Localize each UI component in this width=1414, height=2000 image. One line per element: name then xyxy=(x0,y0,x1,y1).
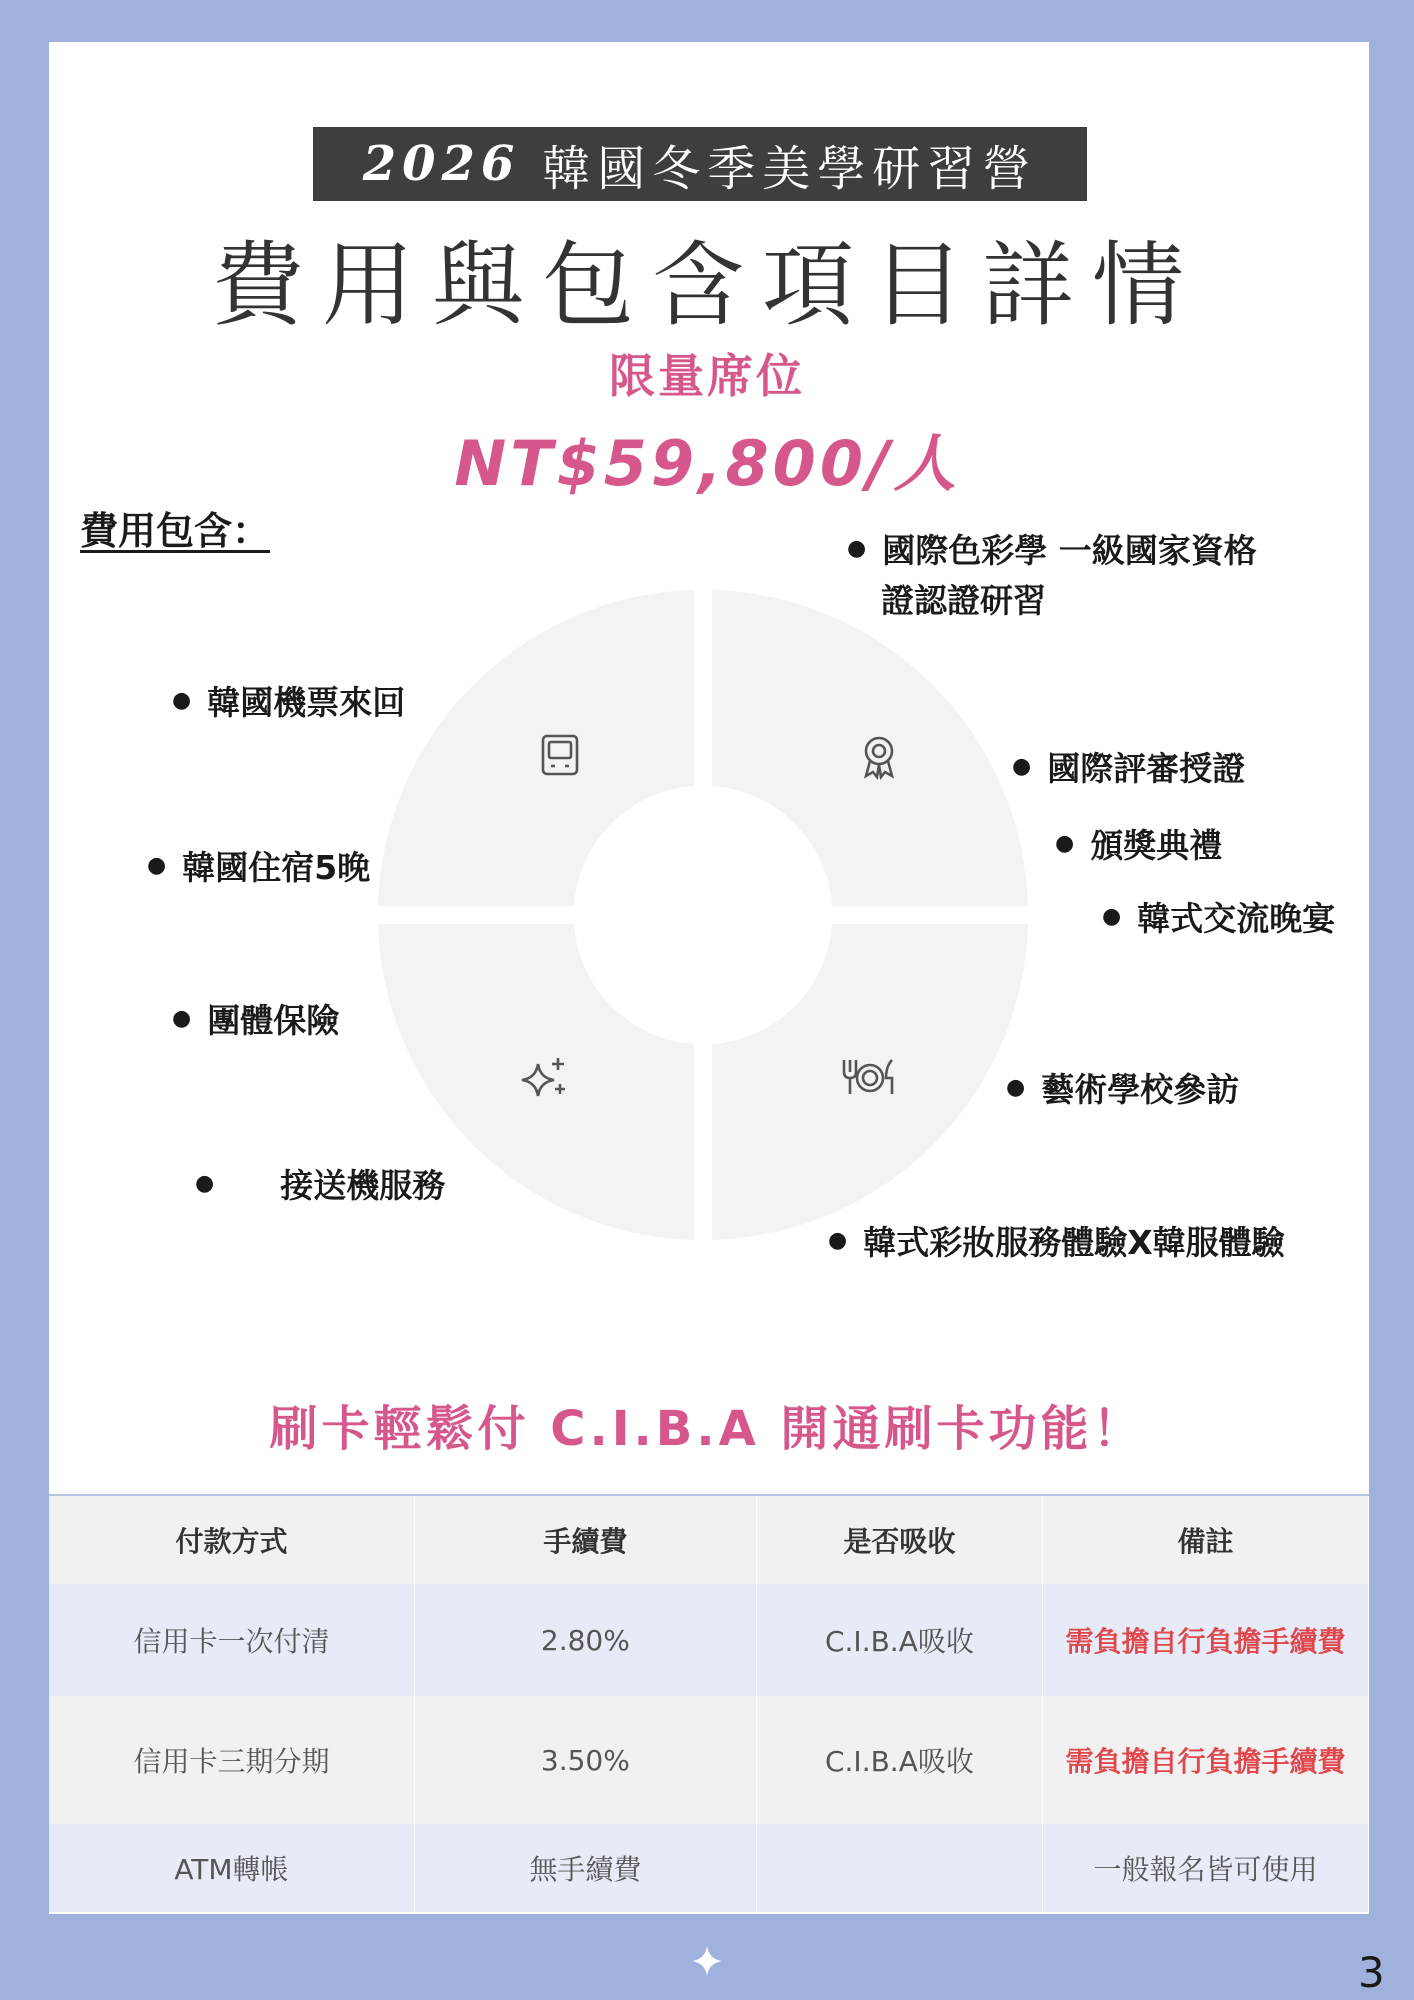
header-method: 付款方式 xyxy=(49,1496,415,1584)
include-item-hotel: ● 韓國住宿5晚 xyxy=(147,848,371,887)
include-item-flight: ● 韓國機票來回 xyxy=(172,683,406,722)
include-item-art-school-visit: ● 藝術學校參訪 xyxy=(1006,1070,1240,1109)
ring-segment-top-right xyxy=(712,590,1028,906)
cell-fee: 2.80% xyxy=(415,1584,757,1696)
sparkle-icon xyxy=(690,1944,724,1978)
page-number: 3 xyxy=(1358,1948,1385,1997)
table-row xyxy=(49,1584,1369,1696)
cell-absorb xyxy=(757,1824,1043,1912)
include-item-insurance: ● 團體保險 xyxy=(172,1001,340,1040)
cell-method: 信用卡三期分期 xyxy=(49,1696,415,1824)
include-item-makeup-hanbok: ● 韓式彩妝服務體驗X韓服體驗 xyxy=(828,1223,1285,1262)
cell-note: 需負擔自行負擔手續費 xyxy=(1043,1696,1369,1824)
cell-note: 需負擔自行負擔手續費 xyxy=(1043,1584,1369,1696)
limited-seats-label: 限量席位 xyxy=(609,349,805,403)
includes-ring-diagram xyxy=(378,590,1028,1240)
cell-fee: 無手續費 xyxy=(415,1824,757,1912)
include-item-gala-dinner: ● 韓式交流晚宴 xyxy=(1102,899,1336,938)
event-banner xyxy=(313,127,1087,201)
card-payment-promo: 刷卡輕鬆付 C.I.B.A 開通刷卡功能！ xyxy=(269,1401,1145,1457)
cell-absorb: C.I.B.A吸收 xyxy=(757,1696,1043,1824)
includes-label: 費用包含： xyxy=(80,509,271,553)
cell-absorb: C.I.B.A吸收 xyxy=(757,1584,1043,1696)
header-note: 備註 xyxy=(1043,1496,1369,1584)
include-item-judge-cert: ● 國際評審授證 xyxy=(1012,749,1246,788)
page-title: 費用與包含項目詳情 xyxy=(211,232,1202,339)
cell-method: ATM轉帳 xyxy=(49,1824,415,1912)
include-item-color-cert: ● 國際色彩學 一級國家資格 xyxy=(847,531,1257,570)
event-year: 2026 xyxy=(362,136,521,192)
header-fee: 手續費 xyxy=(415,1496,757,1584)
event-name: 韓國冬季美學研習營 xyxy=(542,140,1038,197)
include-item-color-cert-line2: 證認證研習 xyxy=(881,581,1046,620)
cell-note: 一般報名皆可使用 xyxy=(1043,1824,1369,1912)
include-item-award-ceremony: ● 頒獎典禮 xyxy=(1055,826,1223,865)
table-row xyxy=(49,1824,1369,1912)
include-item-transfer: ● 接送機服務 xyxy=(195,1166,446,1205)
ring-segment-top-left xyxy=(378,590,694,906)
ring-segment-bottom-right xyxy=(712,924,1028,1240)
header-absorb: 是否吸收 xyxy=(757,1496,1043,1584)
table-row xyxy=(49,1696,1369,1824)
payment-table xyxy=(49,1494,1369,1912)
table-header-row xyxy=(49,1496,1369,1584)
price: NT$59,800/人 xyxy=(454,427,960,500)
cell-method: 信用卡一次付清 xyxy=(49,1584,415,1696)
cell-fee: 3.50% xyxy=(415,1696,757,1824)
